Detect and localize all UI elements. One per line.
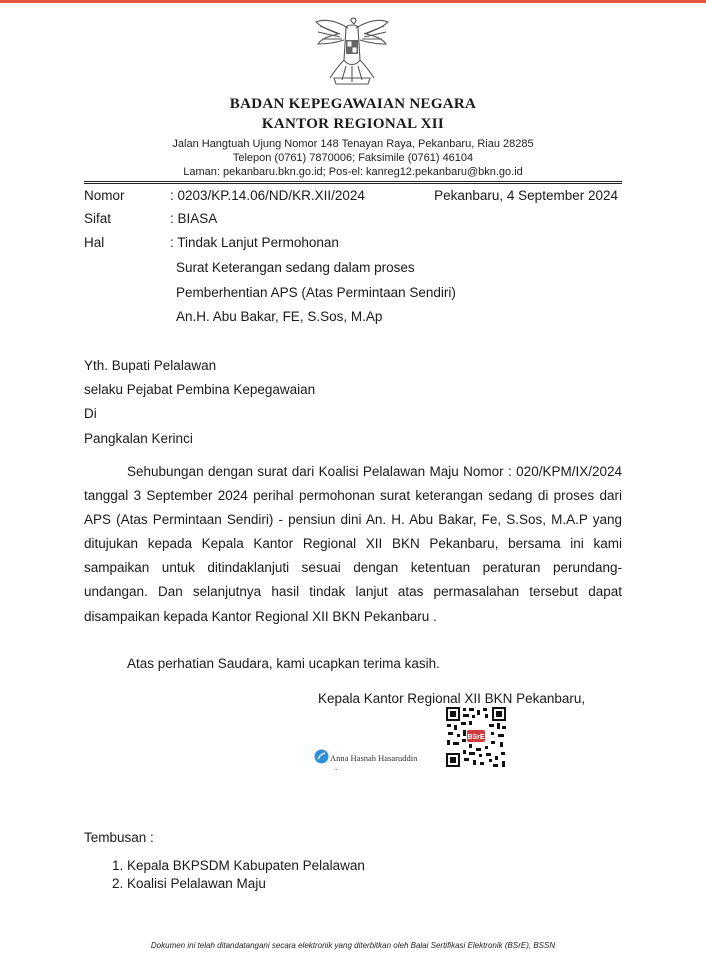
header-divider-thin — [84, 183, 622, 184]
qr-badge-text: BSrE — [467, 734, 485, 741]
office-web: Laman: pekanbaru.bkn.go.id; Pos-el: kanreg12.pekanbaru@bkn.go.id — [183, 166, 523, 178]
cc-label: Tembusan : — [84, 830, 154, 845]
hal-line-2: Surat Keterangan sedang dalam proses — [176, 260, 415, 275]
garuda-emblem-icon — [312, 14, 392, 86]
signatory-title: Kepala Kantor Regional XII BKN Pekanbaru, — [318, 691, 586, 706]
letter-date: Pekanbaru, 4 September 2024 — [434, 188, 618, 203]
hal-line-4: An.H. Abu Bakar, FE, S.Sos, M.Ap — [176, 309, 383, 324]
header-divider — [84, 181, 622, 182]
top-accent-line — [0, 0, 706, 3]
nomor-label: Nomor — [84, 188, 125, 203]
footer-note: Dokumen ini telah ditandatangani secara elektronik yang diterbitkan oleh Balai Sertifikasi Elektronik (BSrE), BSSN — [150, 941, 556, 950]
closing-text: Atas perhatian Saudara, kami ucapkan terima kasih. — [127, 656, 440, 671]
recipient-line-4: Pangkalan Kerinci — [84, 431, 193, 446]
cc-list — [84, 857, 365, 893]
office-phone: Telepon (0761) 7870006; Faksimile (0761) 46104 — [232, 152, 474, 164]
cc-item: 1. Kepala BKPSDM Kabupaten Pelalawan — [127, 857, 365, 875]
body-paragraph: Sehubungan dengan surat dari Koalisi Pelalawan Maju Nomor : 020/KPM/IX/2024 tanggal 3 September 2024 perihal permohonan surat keterangan sedang di proses dari APS (Atas Permintaan Sendiri) - pensiun dini An. H. Abu Bakar, Fe, S.Sos, M.A.P yang ditujukan kepada Kepala Kantor Regional XII BKN Pekanbaru, bersama ini kami sampaikan untuk ditindaklanjuti sesuai dengan ketentuan peraturan perundang-undangan. Dan selanjutnya hasil tindak lanjut atas permasalahan tersebut dapat disampaikan kepada Kantor Regional XII BKN Pekanbaru . — [84, 464, 622, 624]
signer-name-continuation: .. — [334, 764, 338, 772]
recipient-line-3: Di — [84, 406, 97, 421]
e-signature-mark-icon — [314, 749, 329, 764]
recipient-line-1: Yth. Bupati Pelalawan — [84, 358, 217, 373]
office-address: Jalan Hangtuah Ujung Nomor 148 Tenayan Raya, Pekanbaru, Riau 28285 — [172, 138, 534, 150]
hal-line-3: Pemberhentian APS (Atas Permintaan Sendiri) — [176, 285, 456, 300]
signer-name: Anna Hasnah Hasaruddin — [330, 753, 418, 763]
hal-label: Hal — [84, 235, 105, 250]
sifat-value: : BIASA — [170, 211, 218, 226]
office-name: KANTOR REGIONAL XII — [261, 116, 445, 132]
qr-code-icon[interactable] — [445, 706, 507, 768]
nomor-value: : 0203/KP.14.06/ND/KR.XII/2024 — [170, 188, 365, 203]
hal-value: : Tindak Lanjut Permohonan — [170, 235, 339, 250]
agency-name: BADAN KEPEGAWAIAN NEGARA — [229, 96, 477, 112]
cc-item: 2. Koalisi Pelalawan Maju — [127, 875, 365, 893]
sifat-label: Sifat — [84, 211, 112, 226]
recipient-line-2: selaku Pejabat Pembina Kepegawaian — [84, 382, 316, 397]
